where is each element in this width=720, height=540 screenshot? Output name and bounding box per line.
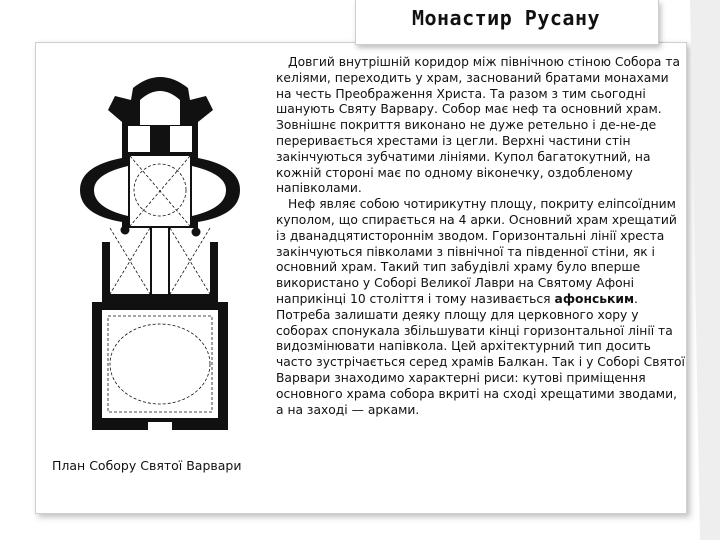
afonsky-term: афонським [554, 291, 635, 306]
body-text [276, 55, 686, 418]
plan-caption: План Собору Святої Варвари [52, 458, 242, 473]
paragraph-3: Потреба залишати деяку площу для церковного хору у соборах спонукала збільшувати кінці горизонтальної лінії та видозмінювати напівкола. Цей архітектурний тип досить часто зустрічається серед храмів Балкан. Так і у Соборі Святої Варвари знаходимо характерні риси: кутові приміщення основного храма собора вкриті на сході хрещатими зводами, а на заході — арками. [276, 307, 685, 417]
page-title: Монастир Русану [411, 6, 601, 30]
paragraph-2-text: Неф являє собою чотирикутну площу, покриту еліпсоїдним куполом, що спирається на 4 арки. Основний храм хрещатий із дванадцятистороннім зводом. Горизонтальні лінії хреста закінчуються півколами з північної та південної стіни, як і основний храм. Такий тип забудівлі храму було вперше використано у Соборі Великої Лаври на Святому Афоні наприкінці 10 століття і тому називається [276, 197, 677, 306]
paragraph-1: Довгий внутрішній коридор між північною стіною Собора та келіями, переходить у храм, заснований братами монахами на честь Преображення Христа. Та разом з тим сьогодні шанують Святу Варвару. Собор має неф та основний храм. Зовнішнє покриття виконано не дуже ретельно і де-не-де переривається хрестами із цегли. Верхні частини стін закінчуються зубчатими лініями. Купол багатокутний, на кожній стороні має по одному віконечку, оздобленому напівколами. [276, 55, 681, 196]
paragraph-2-end: . [634, 291, 638, 306]
floor-plan-drawing [78, 70, 243, 442]
paragraph-2 [276, 197, 686, 308]
